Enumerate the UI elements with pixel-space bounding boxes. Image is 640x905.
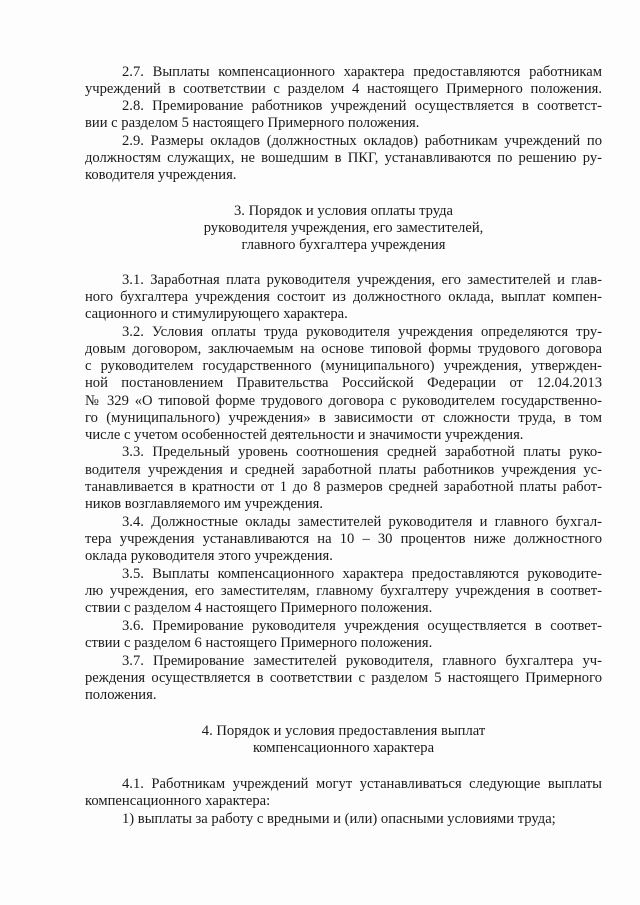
paragraph-3-3-line-2: водителя учреждения и средней заработной платы работников учреждения ус- <box>85 462 602 478</box>
paragraph-3-5-line-2: лю учреждения, его заместителям, главному бухгалтеру учреждения в соответ- <box>85 583 602 599</box>
paragraph-3-4-line-3: оклада руководителя этого учреждения. <box>85 548 333 564</box>
section-4-heading-line-1: 4. Порядок и условия предоставления выплат <box>201 723 486 739</box>
paragraph-3-6-line-1: 3.6. Премирование руководителя учреждения осуществляется в соответ- <box>122 618 602 634</box>
paragraph-3-6-line-2: ствии с разделом 6 настоящего Примерного положения. <box>85 635 433 651</box>
paragraph-3-2-line-7: числе с учетом особенностей деятельности и значимости учреждения. <box>85 427 524 443</box>
paragraph-2-7-line-2: учреждений в соответствии с разделом 4 настоящего Примерного положения. <box>85 81 602 97</box>
paragraph-3-3-line-4: ников возглавляемого им учреждения. <box>85 496 324 512</box>
section-3-heading-line-3: главного бухгалтера учреждения <box>241 237 446 253</box>
paragraph-3-1-line-3: сационного и стимулирующего характера. <box>85 306 348 322</box>
paragraph-3-2-line-5: № 329 «О типовой форме трудового договора с руководителем государственно- <box>85 393 602 409</box>
paragraph-3-1-line-1: 3.1. Заработная плата руководителя учреждения, его заместителей и глав- <box>122 272 602 288</box>
paragraph-3-2-line-2: довым договором, заключаемым на основе типовой формы трудового договора <box>85 341 602 357</box>
paragraph-3-5-line-1: 3.5. Выплаты компенсационного характера предоставляются руководите- <box>122 566 602 582</box>
paragraph-3-3-line-1: 3.3. Предельный уровень соотношения средней заработной платы руко- <box>122 444 602 460</box>
section-4-heading-line-2: компенсационного характера <box>252 740 435 756</box>
paragraph-3-4-line-1: 3.4. Должностные оклады заместителей руководителя и главного бухгал- <box>122 514 602 530</box>
list-item-1: 1) выплаты за работу с вредными и (или) опасными условиями труда; <box>122 811 556 827</box>
paragraph-3-2-line-3: с руководителем государственного (муниципального) учреждения, утвержден- <box>85 358 602 374</box>
paragraph-2-8-line-1: 2.8. Премирование работников учреждений осуществляется в соответст- <box>122 98 602 114</box>
paragraph-2-9-line-2: должностям служащих, не вошедшим в ПКГ, устанавливаются по решению ру- <box>85 150 602 166</box>
paragraph-3-2-line-1: 3.2. Условия оплаты труда руководителя учреждения определяются тру- <box>122 324 602 340</box>
paragraph-3-5-line-3: ствии с разделом 4 настоящего Примерного положения. <box>85 600 433 616</box>
paragraph-3-7-line-2: реждения осуществляется в соответствии с разделом 5 настоящего Примерного <box>85 670 602 686</box>
paragraph-3-1-line-2: ного бухгалтера учреждения состоит из должностного оклада, выплат компен- <box>85 289 602 305</box>
paragraph-3-2-line-4: ной постановлением Правительства Российской Федерации от 12.04.2013 <box>85 375 602 391</box>
paragraph-4-1-line-1: 4.1. Работникам учреждений могут устанавливаться следующие выплаты <box>122 776 602 792</box>
section-3-heading-line-1: 3. Порядок и условия оплаты труда <box>233 203 454 219</box>
paragraph-3-7-line-1: 3.7. Премирование заместителей руководителя, главного бухгалтера уч- <box>122 653 602 669</box>
paragraph-4-1-line-2: компенсационного характера: <box>85 793 271 809</box>
paragraph-3-3-line-3: танавливается в кратности от 1 до 8 размеров средней заработной платы работ- <box>85 479 602 495</box>
paragraph-3-4-line-2: тера учреждения устанавливаются на 10 – 30 процентов ниже должностного <box>85 531 602 547</box>
paragraph-2-7-line-1: 2.7. Выплаты компенсационного характера предоставляются работникам <box>122 64 602 80</box>
paragraph-3-2-line-6: го (муниципального) учреждения» в зависимости от сложности труда, в том <box>85 410 602 426</box>
paragraph-2-9-line-1: 2.9. Размеры окладов (должностных окладов) работникам учреждений по <box>122 133 602 149</box>
paragraph-2-9-line-3: ководителя учреждения. <box>85 167 237 183</box>
section-3-heading-line-2: руководителя учреждения, его заместителей, <box>203 220 484 236</box>
paragraph-3-7-line-3: положения. <box>85 687 157 703</box>
paragraph-2-8-line-2: вии с разделом 5 настоящего Примерного положения. <box>85 115 420 131</box>
